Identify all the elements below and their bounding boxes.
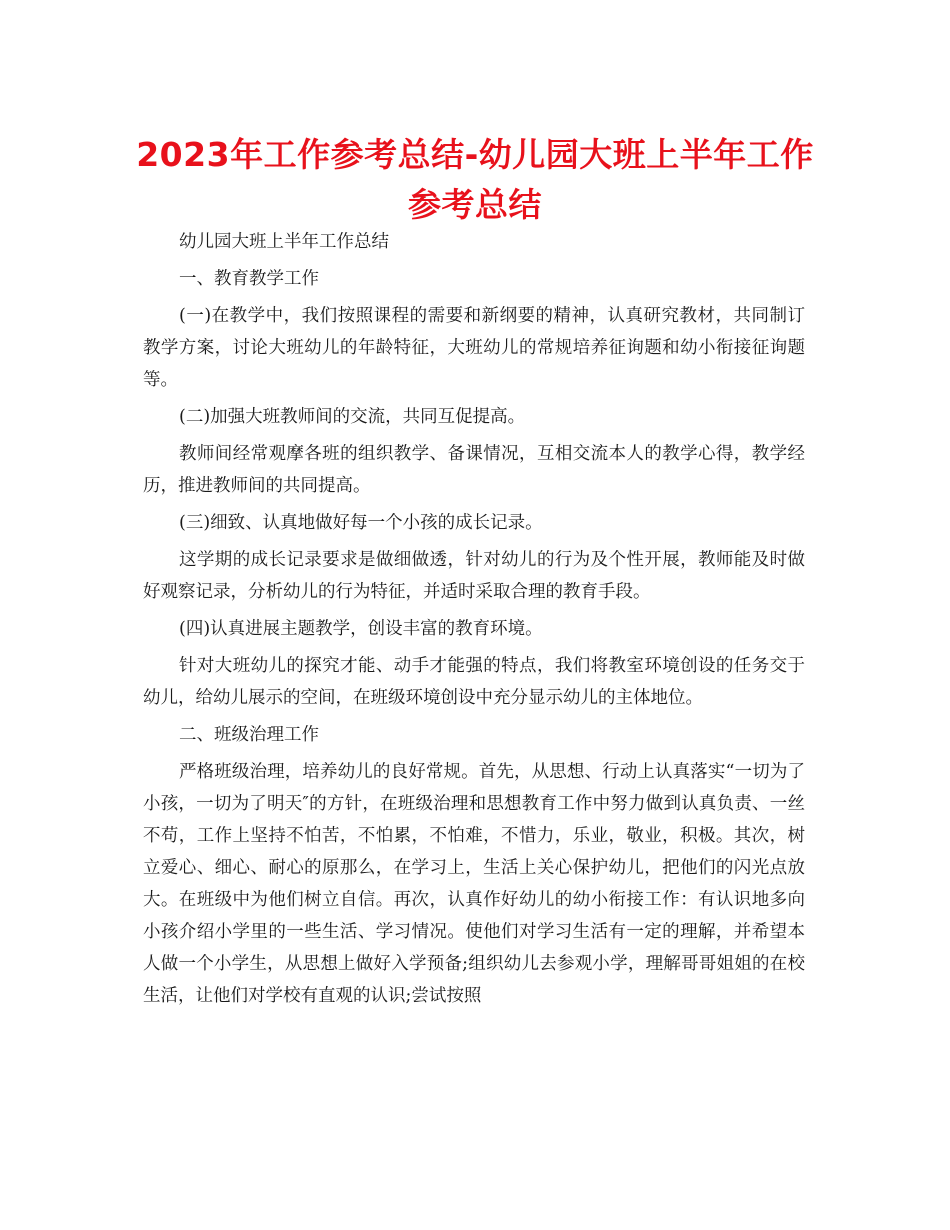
section-heading-class-management: 二、班级治理工作 xyxy=(179,725,319,745)
body-paragraph: 教师间经常观摩各班的组织教学、备课情况，互相交流本人的教学心得，教学经历，推进教师间的共同提高。 xyxy=(143,444,805,496)
subsection-heading: (三)细致、认真地做好每一个小孩的成长记录。 xyxy=(179,513,543,533)
body-paragraph: 针对大班幼儿的探究才能、动手才能强的特点，我们将教室环境创设的任务交于幼儿，给幼儿展示的空间，在班级环境创设中充分显示幼儿的主体地位。 xyxy=(143,656,805,708)
subsection-heading: (二)加强大班教师间的交流，共同互促提高。 xyxy=(179,407,526,427)
body-paragraph: 严格班级治理，培养幼儿的良好常规。首先，从思想、行动上认真落实“一切为了小孩，一切为了明天″的方针，在班级治理和思想教育工作中努力做到认真负责、一丝不苟，工作上坚持不怕苦，不怕累，不怕难，不惜力，乐业，敬业，积极。其次，树立爱心、细心、耐心的原那么，在学习上，生活上关心保护幼儿，把他们的闪光点放大。在班级中为他们树立自信。再次，认真作好幼儿的幼小衔接工作：有认识地多向小孩介绍小学里的一些生活、学习情况。使他们对学习生活有一定的理解，并希望本人做一个小学生，从思想上做好入学预备;组织幼儿去参观小学，理解哥哥姐姐的在校生活，让他们对学校有直观的认识;尝试按照 xyxy=(143,762,805,1006)
subtitle-paragraph: 幼儿园大班上半年工作总结 xyxy=(179,232,389,252)
document-title: 2023年工作参考总结-幼儿园大班上半年工作参考总结 xyxy=(136,135,814,224)
body-paragraph: (一)在教学中，我们按照课程的需要和新纲要的精神，认真研究教材，共同制订教学方案，讨论大班幼儿的年龄特征，大班幼儿的常规培养征询题和幼小衔接征询题等。 xyxy=(143,306,805,390)
document-body xyxy=(143,226,805,1017)
section-heading-teaching: 一、教育教学工作 xyxy=(179,269,319,289)
body-paragraph: 这学期的成长记录要求是做细做透，针对幼儿的行为及个性开展，教师能及时做好观察记录，分析幼儿的行为特征，并适时采取合理的教育手段。 xyxy=(143,550,805,602)
subsection-heading: (四)认真进展主题教学，创设丰富的教育环境。 xyxy=(179,619,543,639)
